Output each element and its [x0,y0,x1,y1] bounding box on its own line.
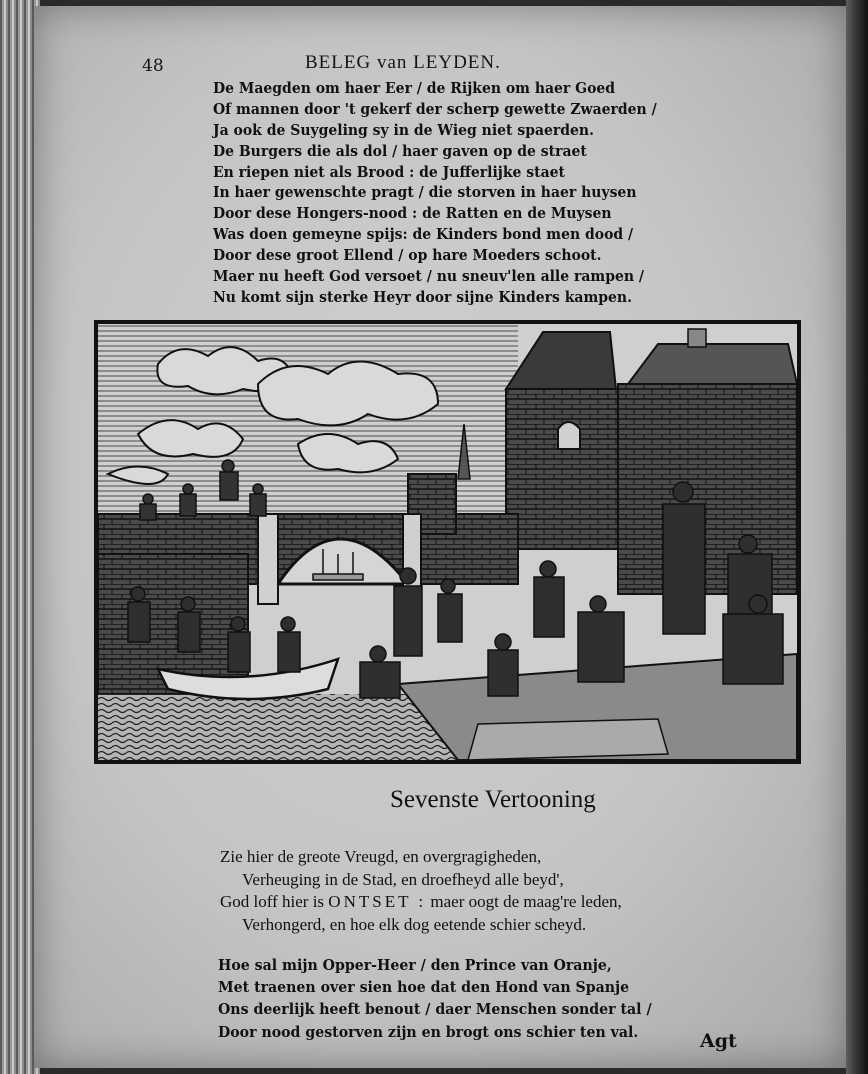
section-title: Sevenste Vertooning [390,786,596,813]
verse-line: Door dese Hongers-nood : de Ratten en de Muysen [213,204,612,223]
verse-line: In haer gewenschte pragt / die storven in haer huysen [213,183,637,202]
verse-line: Of mannen door 't gekerf der scherp gewette Zwaerden / [213,99,657,118]
page-number: 48 [142,56,164,76]
verse-roman [220,846,622,936]
verse-line: Door dese groot Ellend / op hare Moeders schoot. [213,246,602,265]
catchword: Agt [700,1030,737,1052]
verse-line: Zie hier de greote Vreugd, en overgragigheden, [220,847,542,866]
verse-line: De Maegden om haer Eer / de Rijken om haer Goed [213,79,616,97]
verse-fragment: God loff hier is [220,892,325,911]
verse-line: Door nood gestorven zijn en brogt ons schier ten val. [218,1022,639,1041]
verse-line: De Burgers die als dol / haer gaven op de straet [213,141,587,160]
verse-line: Ja ook de Suygeling sy in de Wieg niet spaerden. [213,120,594,139]
verse-line: Was doen gemeyne spijs: de Kinders bond men dood / [213,225,634,244]
verse-top [213,78,691,308]
woodcut-relief-of-leiden-icon [98,324,797,760]
verse-line [220,891,622,914]
running-head: BELEG van LEYDEN. [305,52,501,73]
verse-line: Nu komt sijn sterke Heyr door sijne Kinders kampen. [213,287,632,306]
verse-line: Verhongerd, en hoe elk dog eetende schier scheyd. [242,914,587,934]
verse-line: Verheuging in de Stad, en droefheyd alle beyd', [242,869,564,889]
verse-line: Hoe sal mijn Opper-Heer / den Prince van Oranje, [218,956,612,974]
ontset-emphasis: ONTSET : [328,892,427,911]
page-gutter-shadow [846,0,868,1074]
verse-line: En riepen niet als Brood : de Jufferlijke staet [213,162,566,181]
woodcut-illustration [94,320,801,764]
verse-fragment: maer oogt de maag're leden, [430,892,622,911]
verse-line: Ons deerlijk heeft benout / daer Menschen sonder tal / [218,1000,652,1019]
verse-bottom [218,954,652,1043]
verse-line: Met traenen over sien hoe dat den Hond van Spanje [218,978,630,997]
verse-line: Maer nu heeft God versoet / nu sneuv'len alle rampen / [213,267,644,286]
